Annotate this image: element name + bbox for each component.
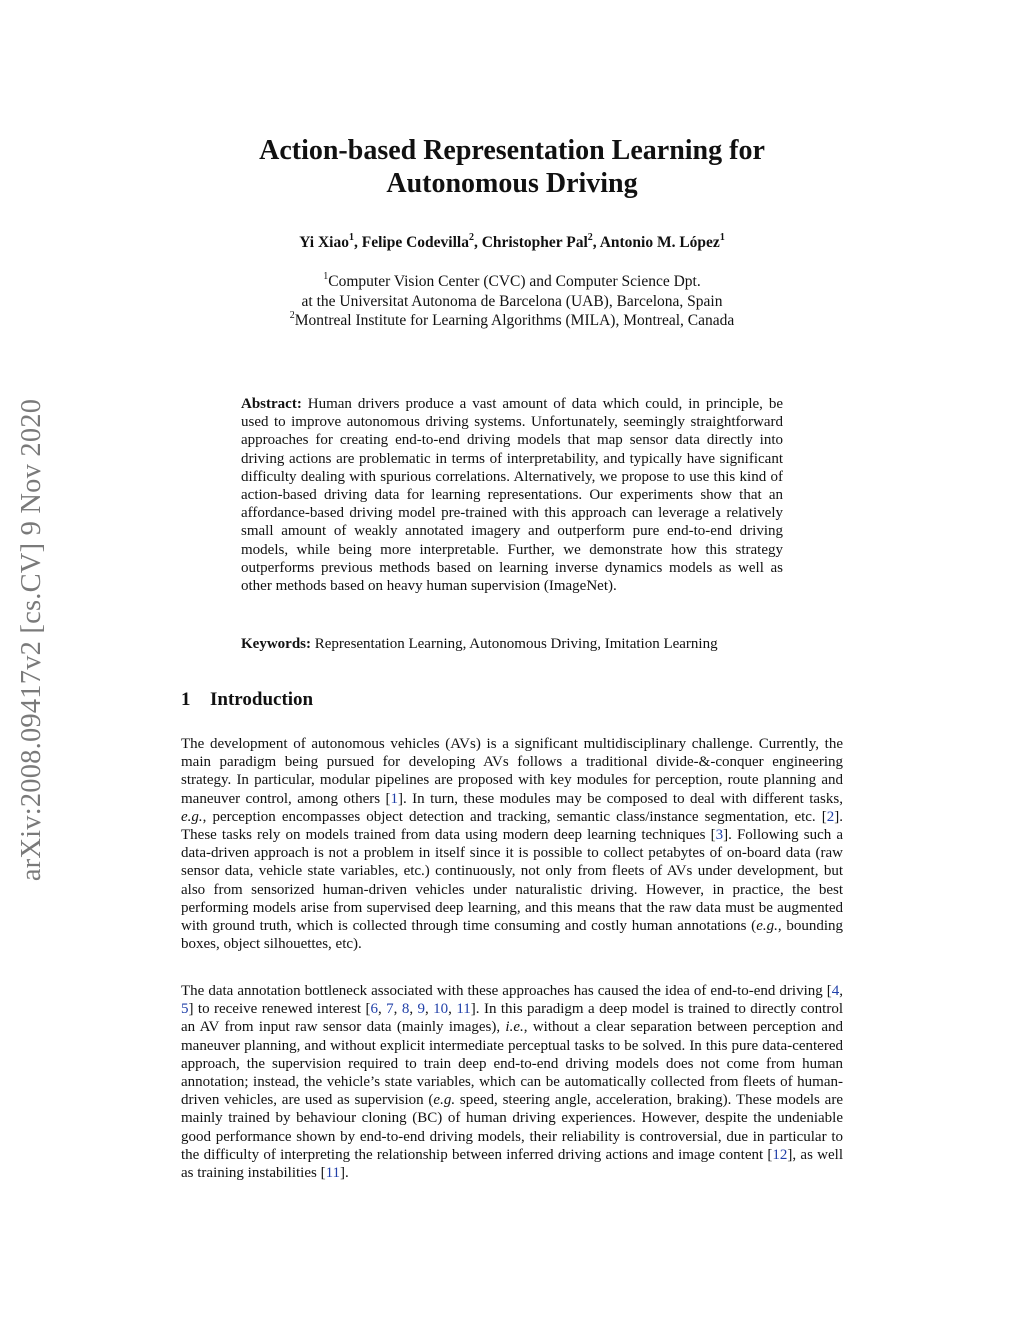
keywords-label: Keywords:	[241, 636, 311, 652]
citation-link[interactable]: 7	[386, 1001, 394, 1018]
intro-paragraph-1: The development of autonomous vehicles (AVs) is a significant multidisciplinary challenge. Currently, the main paradigm being pursued for developing AVs follows a traditional divide-&-conquer engineering strategy. In particular, modular pipelines are proposed with key modules for perception, route planning and maneuver control, among others [1]. In turn, these modules may be composed to deal with different tasks, e.g., perception encompasses object detection and tracking, semantic class/instance segmentation, etc. [2]. These tasks rely on models trained from data using modern deep learning techniques [3]. Following such a data-driven approach is not a problem in itself since it is possible to collect petabytes of on-board data (raw sensor data, vehicle state variables, etc.) continuously, not only from fleets of AVs under development, but also from sensorized human-driven vehicles under naturalistic driving. However, in practice, the best performing models arise from supervised deep learning, and this means that the raw data must be augmented with ground truth, which is collected through time consuming and costly human annotations (e.g., bounding boxes, object silhouettes, etc).	[181, 736, 844, 953]
citation-link[interactable]: 9	[417, 1001, 425, 1018]
affiliation-2	[180, 311, 844, 331]
author-name: Antonio M. López	[599, 234, 720, 251]
citation-link[interactable]: 11	[456, 1001, 471, 1018]
affiliation-number: 1	[323, 271, 329, 282]
citation-link[interactable]: 5	[181, 1001, 189, 1018]
author-name: Yi Xiao	[299, 234, 349, 251]
section-number: 1	[181, 689, 191, 710]
citation-link[interactable]: 3	[715, 827, 724, 844]
affiliation-1-continued: at the Universitat Autonoma de Barcelona (UAB), Barcelona, Spain	[301, 292, 723, 310]
arxiv-stamp	[12, 350, 52, 930]
author-affiliation-mark: 2	[468, 232, 474, 243]
title-line-1: Action-based Representation Learning for	[259, 135, 765, 166]
abstract	[241, 395, 783, 595]
author-name: Felipe Codevilla	[361, 234, 469, 251]
author-affiliation-mark: 1	[719, 232, 725, 243]
affiliation-text: Computer Vision Center (CVC) and Computer Science Dpt.	[328, 273, 701, 290]
affiliations	[180, 272, 844, 331]
author-affiliation-mark: 2	[587, 232, 593, 243]
keywords	[241, 636, 801, 653]
title-line-2: Autonomous Driving	[386, 168, 638, 199]
paper-title	[180, 134, 844, 200]
section-heading	[181, 689, 313, 711]
intro-paragraph-2: The data annotation bottleneck associated with these approaches has caused the idea of end-to-end driving [4, 5] to receive renewed interest [6, 7, 8, 9, 10, 11]. In this paradigm a deep model is trained to directly control an AV from input raw sensor data (mainly images), i.e., without a clear separation between perception and maneuver planning, and without explicit intermediate perceptual tasks to be solved. In this pure data-centered approach, the supervision required to train deep end-to-end driving models does not come from human annotation; instead, the vehicle’s state variables, which can be automatically collected from fleets of human-driven vehicles, are used as supervision (e.g. speed, steering angle, acceleration, braking). These models are mainly trained by behaviour cloning (BC) of human driving experiences. However, despite the undeniable good performance shown by end-to-end driving models, their reliability is controversial, due in particular to the difficulty of interpreting the relationship between inferred driving actions and image content [12], as well as training instabilities [11].	[181, 983, 844, 1182]
citation-link[interactable]: 1	[390, 790, 398, 807]
author-list: Yi Xiao$^1$, Felipe Codevilla$^2$, Christopher Pal$^2$, Antonio M. López$^1$	[299, 232, 725, 251]
citation-link[interactable]: 2	[826, 808, 835, 825]
citation-link[interactable]: 8	[401, 1001, 410, 1018]
citation-link[interactable]: 10	[433, 1001, 449, 1018]
citation-link[interactable]: 4	[831, 983, 840, 999]
author-name: Christopher Pal	[481, 234, 588, 251]
keywords-text: Representation Learning, Autonomous Driving, Imitation Learning	[314, 636, 718, 652]
abstract-text: Human drivers produce a vast amount of data which could, in principle, be used to improve autonomous driving systems. Unfortunately, seemingly straightforward approaches for creating end-to-end driving models that map sensor data directly into driving actions are problematic in terms of interpretability, and typically have significant difficulty dealing with spurious correlations. Alternatively, we propose to use this kind of action-based driving data for learning representations. Our experiments show that an affordance-based driving model pre-trained with this approach can leverage a relatively small amount of weakly annotated imagery and outperform pure end-to-end driving models, while being more interpretable. Further, we demonstrate how this strategy outperforms previous methods based on learning inverse dynamics models as well as other methods based on heavy human supervision (ImageNet).	[241, 396, 783, 595]
affiliation-number: 2	[289, 310, 295, 321]
section-title: Introduction	[210, 689, 314, 710]
citation-link[interactable]: 12	[772, 1146, 788, 1163]
affiliation-text: Montreal Institute for Learning Algorithms (MILA), Montreal, Canada	[294, 312, 735, 329]
affiliation-1	[180, 272, 844, 292]
arxiv-identifier: arXiv:2008.09417v2 [cs.CV] 9 Nov 2020	[16, 398, 47, 882]
abstract-label: Abstract:	[241, 396, 302, 412]
citation-link[interactable]: 6	[370, 1001, 378, 1018]
citation-link[interactable]: 11	[325, 1165, 341, 1182]
author-affiliation-mark: 1	[349, 232, 354, 243]
